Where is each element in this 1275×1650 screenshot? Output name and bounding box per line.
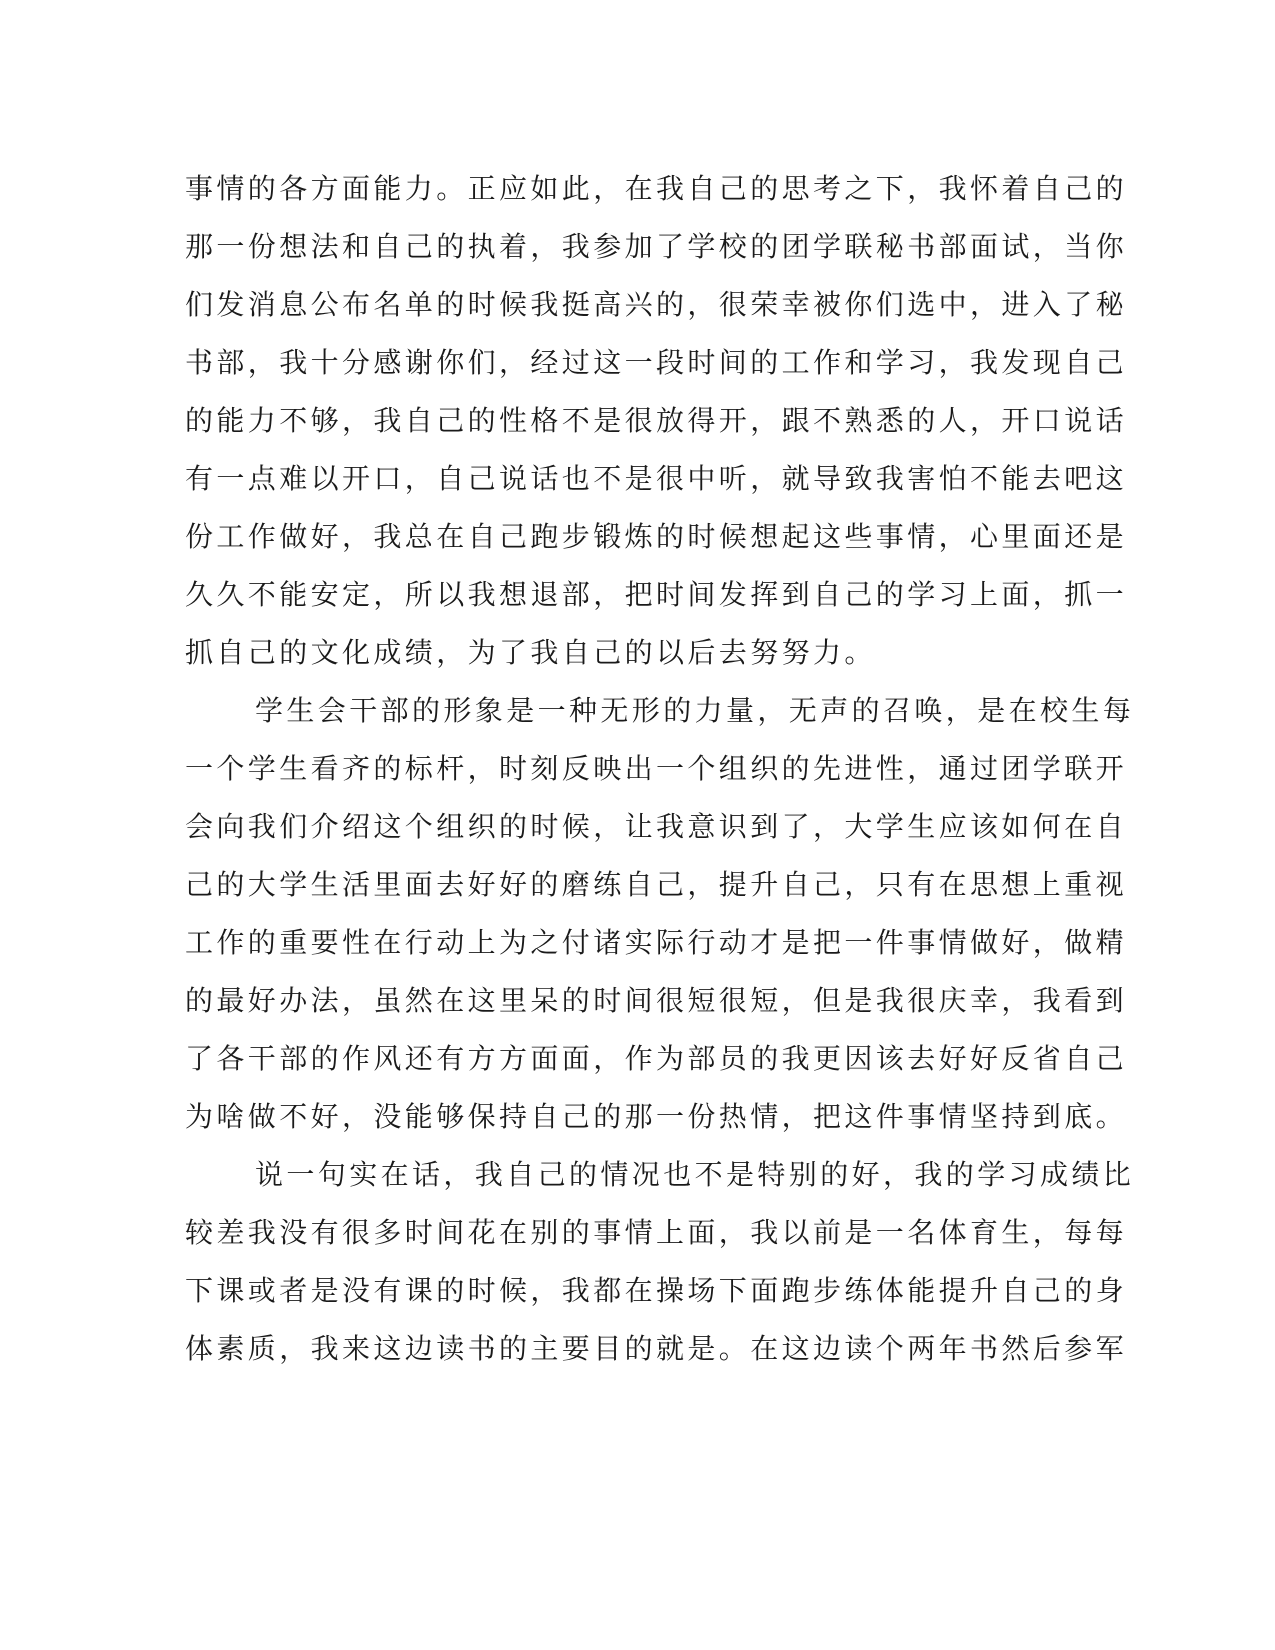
text-line: 了各干部的作风还有方方面面，作为部员的我更因该去好好反省自己 xyxy=(185,1042,1128,1075)
paragraph-first-line: 说一句实在话，我自己的情况也不是特别的好，我的学习成绩比 xyxy=(255,1158,1135,1191)
text-line: 下课或者是没有课的时候，我都在操场下面跑步练体能提升自己的身 xyxy=(185,1274,1128,1307)
text-line: 的能力不够，我自己的性格不是很放得开，跟不熟悉的人，开口说话 xyxy=(185,404,1128,437)
text-line: 较差我没有很多时间花在别的事情上面，我以前是一名体育生，每每 xyxy=(185,1216,1128,1249)
text-line: 事情的各方面能力。正应如此，在我自己的思考之下，我怀着自己的 xyxy=(185,172,1128,205)
text-line: 体素质，我来这边读书的主要目的就是。在这边读个两年书然后参军 xyxy=(185,1332,1128,1365)
document-body xyxy=(185,160,1135,1378)
text-line: 为啥做不好，没能够保持自己的那一份热情，把这件事情坚持到底。 xyxy=(185,1100,1128,1133)
text-line: 那一份想法和自己的执着，我参加了学校的团学联秘书部面试，当你 xyxy=(185,230,1128,263)
text-line: 抓自己的文化成绩，为了我自己的以后去努努力。 xyxy=(185,636,876,669)
text-line: 份工作做好，我总在自己跑步锻炼的时候想起这些事情，心里面还是 xyxy=(185,520,1128,553)
text-line: 有一点难以开口，自己说话也不是很中听，就导致我害怕不能去吧这 xyxy=(185,462,1128,495)
text-line: 书部，我十分感谢你们，经过这一段时间的工作和学习，我发现自己 xyxy=(185,346,1128,379)
paragraph-first-line: 学生会干部的形象是一种无形的力量，无声的召唤，是在校生每 xyxy=(255,694,1135,727)
text-line: 的最好办法，虽然在这里呆的时间很短很短，但是我很庆幸，我看到 xyxy=(185,984,1128,1017)
text-line: 己的大学生活里面去好好的磨练自己，提升自己，只有在思想上重视 xyxy=(185,868,1128,901)
text-line: 工作的重要性在行动上为之付诸实际行动才是把一件事情做好，做精 xyxy=(185,926,1128,959)
text-line: 会向我们介绍这个组织的时候，让我意识到了，大学生应该如何在自 xyxy=(185,810,1128,843)
text-line: 们发消息公布名单的时候我挺高兴的，很荣幸被你们选中，进入了秘 xyxy=(185,288,1128,321)
text-line: 久久不能安定，所以我想退部，把时间发挥到自己的学习上面，抓一 xyxy=(185,578,1128,611)
text-line: 一个学生看齐的标杆，时刻反映出一个组织的先进性，通过团学联开 xyxy=(185,752,1128,785)
